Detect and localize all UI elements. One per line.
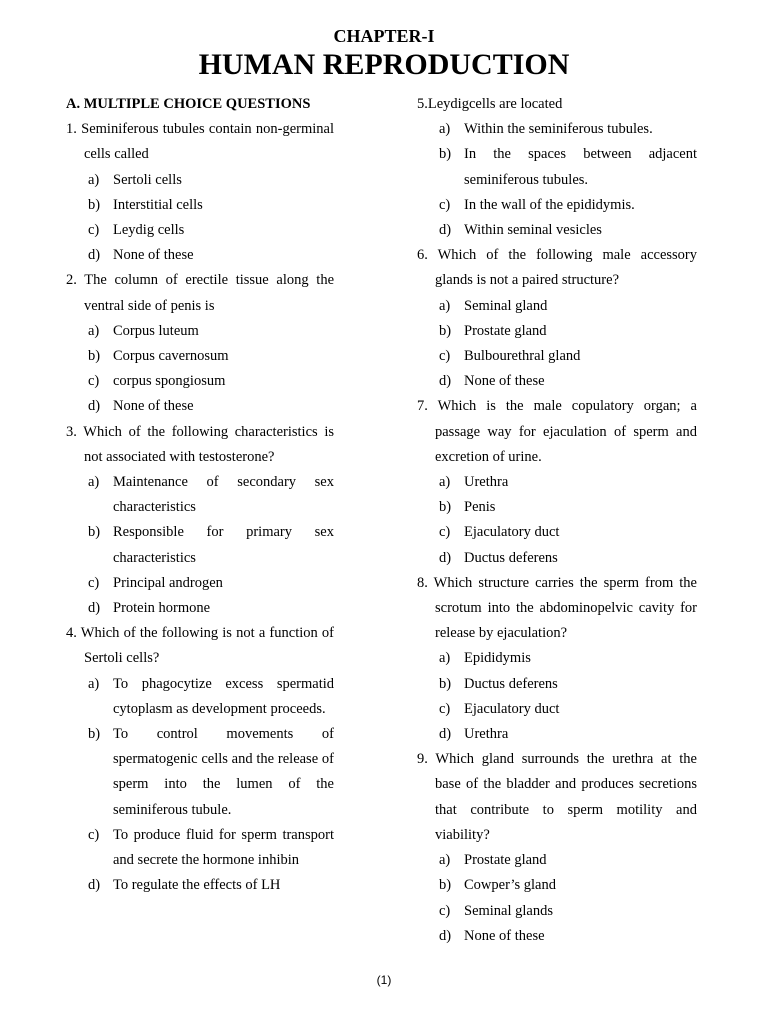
- option-label: a): [439, 650, 451, 667]
- chapter-label: CHAPTER-I: [333, 26, 435, 46]
- option-text: Urethra: [464, 726, 509, 743]
- option-label: a): [439, 121, 451, 138]
- option-label: a): [439, 474, 451, 491]
- option-label: a): [439, 297, 451, 314]
- answer-option: [439, 142, 697, 192]
- option-label: b): [439, 675, 452, 692]
- answer-option: [88, 168, 334, 193]
- right-column: [417, 92, 697, 949]
- answer-option: [439, 218, 697, 243]
- option-text: Prostate gland: [464, 322, 547, 339]
- option-text: To regulate the effects of LH: [113, 877, 281, 894]
- option-text: Ejaculatory duct: [464, 524, 560, 541]
- question-block: [417, 92, 697, 243]
- option-text: None of these: [464, 927, 545, 944]
- answer-option: [439, 117, 697, 142]
- option-label: c): [439, 348, 451, 365]
- answer-option: [88, 243, 334, 268]
- option-text: Corpus luteum: [113, 322, 199, 339]
- option-label: b): [439, 499, 452, 516]
- answer-option: [88, 319, 334, 344]
- option-text: To control movements of spermatogenic cells and the release of sperm into the lumen of the seminiferous tubule.: [113, 726, 334, 818]
- question-text: 6. Which of the following male accessory glands is not a paired structure?: [417, 247, 697, 289]
- question-text: 9. Which gland surrounds the urethra at the base of the bladder and produces secretions that contribute to sperm motility and viability?: [417, 751, 697, 843]
- option-label: d): [439, 373, 452, 390]
- question-text: 8. Which structure carries the sperm from the scrotum into the abdominopelvic cavity for release by ejaculation?: [417, 574, 697, 642]
- answer-option: [439, 470, 697, 495]
- option-label: b): [88, 726, 101, 743]
- option-text: None of these: [113, 247, 194, 264]
- option-text: None of these: [464, 373, 545, 390]
- option-text: In the spaces between adjacent seminiferous tubules.: [464, 146, 697, 188]
- answer-option: [439, 193, 697, 218]
- option-label: c): [439, 524, 451, 541]
- option-text: Seminal gland: [464, 297, 548, 314]
- option-text: Within the seminiferous tubules.: [464, 121, 653, 138]
- answer-option: [88, 722, 334, 823]
- option-text: Ductus deferens: [464, 549, 558, 566]
- option-text: Seminal glands: [464, 902, 554, 919]
- question-text: 3. Which of the following characteristics is not associated with testosterone?: [66, 423, 334, 465]
- question-text: 4. Which of the following is not a function of Sertoli cells?: [66, 625, 334, 667]
- page-number: (1): [376, 973, 392, 987]
- option-text: Responsible for primary sex characteristics: [113, 524, 334, 566]
- question-text: 2. The column of erectile tissue along the ventral side of penis is: [66, 272, 334, 314]
- answer-option: [88, 344, 334, 369]
- answer-option: [439, 495, 697, 520]
- answer-option: [439, 672, 697, 697]
- option-label: c): [88, 222, 100, 239]
- option-text: Ejaculatory duct: [464, 700, 560, 717]
- option-text: To phagocytize excess spermatid cytoplasm as development proceeds.: [113, 675, 334, 717]
- answer-option: [439, 520, 697, 545]
- answer-option: [439, 899, 697, 924]
- page-title: HUMAN REPRODUCTION: [198, 48, 570, 81]
- option-label: d): [88, 600, 101, 617]
- option-label: c): [88, 574, 100, 591]
- question-block: [66, 621, 334, 898]
- question-text: 7. Which is the male copulatory organ; a passage way for ejaculation of sperm and excretion of urine.: [417, 398, 697, 465]
- option-text: corpus spongiosum: [113, 373, 226, 390]
- option-label: a): [439, 852, 451, 869]
- option-label: d): [439, 726, 452, 743]
- option-label: d): [439, 549, 452, 566]
- option-text: Principal androgen: [113, 574, 223, 591]
- option-text: Within seminal vesicles: [464, 222, 602, 239]
- option-text: Sertoli cells: [113, 171, 182, 188]
- right-question-list: [417, 92, 697, 949]
- option-label: c): [439, 902, 451, 919]
- question-text: 1. Seminiferous tubules contain non-germinal cells called: [66, 121, 334, 163]
- answer-option: [88, 470, 334, 520]
- option-label: d): [439, 927, 452, 944]
- section-heading: A. MULTIPLE CHOICE QUESTIONS: [66, 96, 311, 112]
- option-text: Cowper’s gland: [464, 877, 556, 894]
- option-text: Interstitial cells: [113, 196, 203, 213]
- answer-option: [88, 571, 334, 596]
- option-label: a): [88, 675, 100, 692]
- option-label: c): [439, 196, 451, 213]
- answer-option: [439, 319, 697, 344]
- option-label: b): [88, 348, 101, 365]
- question-block: [417, 571, 697, 747]
- answer-option: [439, 848, 697, 873]
- answer-option: [88, 596, 334, 621]
- option-label: b): [88, 524, 101, 541]
- option-text: Epididymis: [464, 650, 531, 667]
- option-text: In the wall of the epididymis.: [464, 196, 635, 213]
- question-block: [417, 747, 697, 949]
- option-label: d): [439, 222, 452, 239]
- question-block: [66, 117, 334, 268]
- option-label: a): [88, 171, 100, 188]
- option-label: b): [88, 196, 101, 213]
- option-label: b): [439, 877, 452, 894]
- option-text: Maintenance of secondary sex characteristics: [113, 474, 334, 516]
- answer-option: [439, 873, 697, 898]
- option-label: c): [88, 373, 100, 390]
- question-block: [66, 268, 334, 419]
- option-text: Corpus cavernosum: [113, 348, 229, 365]
- answer-option: [88, 193, 334, 218]
- option-label: b): [439, 146, 452, 163]
- question-block: [417, 243, 697, 394]
- option-label: c): [439, 700, 451, 717]
- answer-option: [88, 873, 334, 898]
- answer-option: [439, 344, 697, 369]
- option-label: a): [88, 474, 100, 491]
- question-text: 5.Leydigcells are located: [417, 96, 563, 112]
- option-text: Urethra: [464, 474, 509, 491]
- answer-option: [439, 722, 697, 747]
- option-label: d): [88, 877, 101, 894]
- option-text: Ductus deferens: [464, 675, 558, 692]
- option-text: Penis: [464, 499, 496, 516]
- answer-option: [88, 520, 334, 570]
- answer-option: [439, 369, 697, 394]
- option-label: c): [88, 826, 100, 843]
- answer-option: [439, 924, 697, 949]
- question-block: [417, 394, 697, 570]
- answer-option: [88, 823, 334, 873]
- answer-option: [439, 697, 697, 722]
- answer-option: [88, 672, 334, 722]
- option-text: Leydig cells: [113, 222, 185, 239]
- option-label: d): [88, 398, 101, 415]
- left-question-list: [66, 117, 334, 898]
- answer-option: [88, 394, 334, 419]
- option-text: To produce fluid for sperm transport and secrete the hormone inhibin: [113, 826, 334, 869]
- question-block: [66, 420, 334, 622]
- answer-option: [439, 294, 697, 319]
- answer-option: [88, 218, 334, 243]
- answer-option: [439, 646, 697, 671]
- answer-option: [439, 546, 697, 571]
- option-text: None of these: [113, 398, 194, 415]
- option-label: a): [88, 322, 100, 339]
- option-label: d): [88, 247, 101, 264]
- option-text: Protein hormone: [113, 600, 211, 617]
- option-text: Prostate gland: [464, 852, 547, 869]
- answer-option: [88, 369, 334, 394]
- option-label: b): [439, 322, 452, 339]
- option-text: Bulbourethral gland: [464, 348, 581, 365]
- left-column: [66, 92, 334, 899]
